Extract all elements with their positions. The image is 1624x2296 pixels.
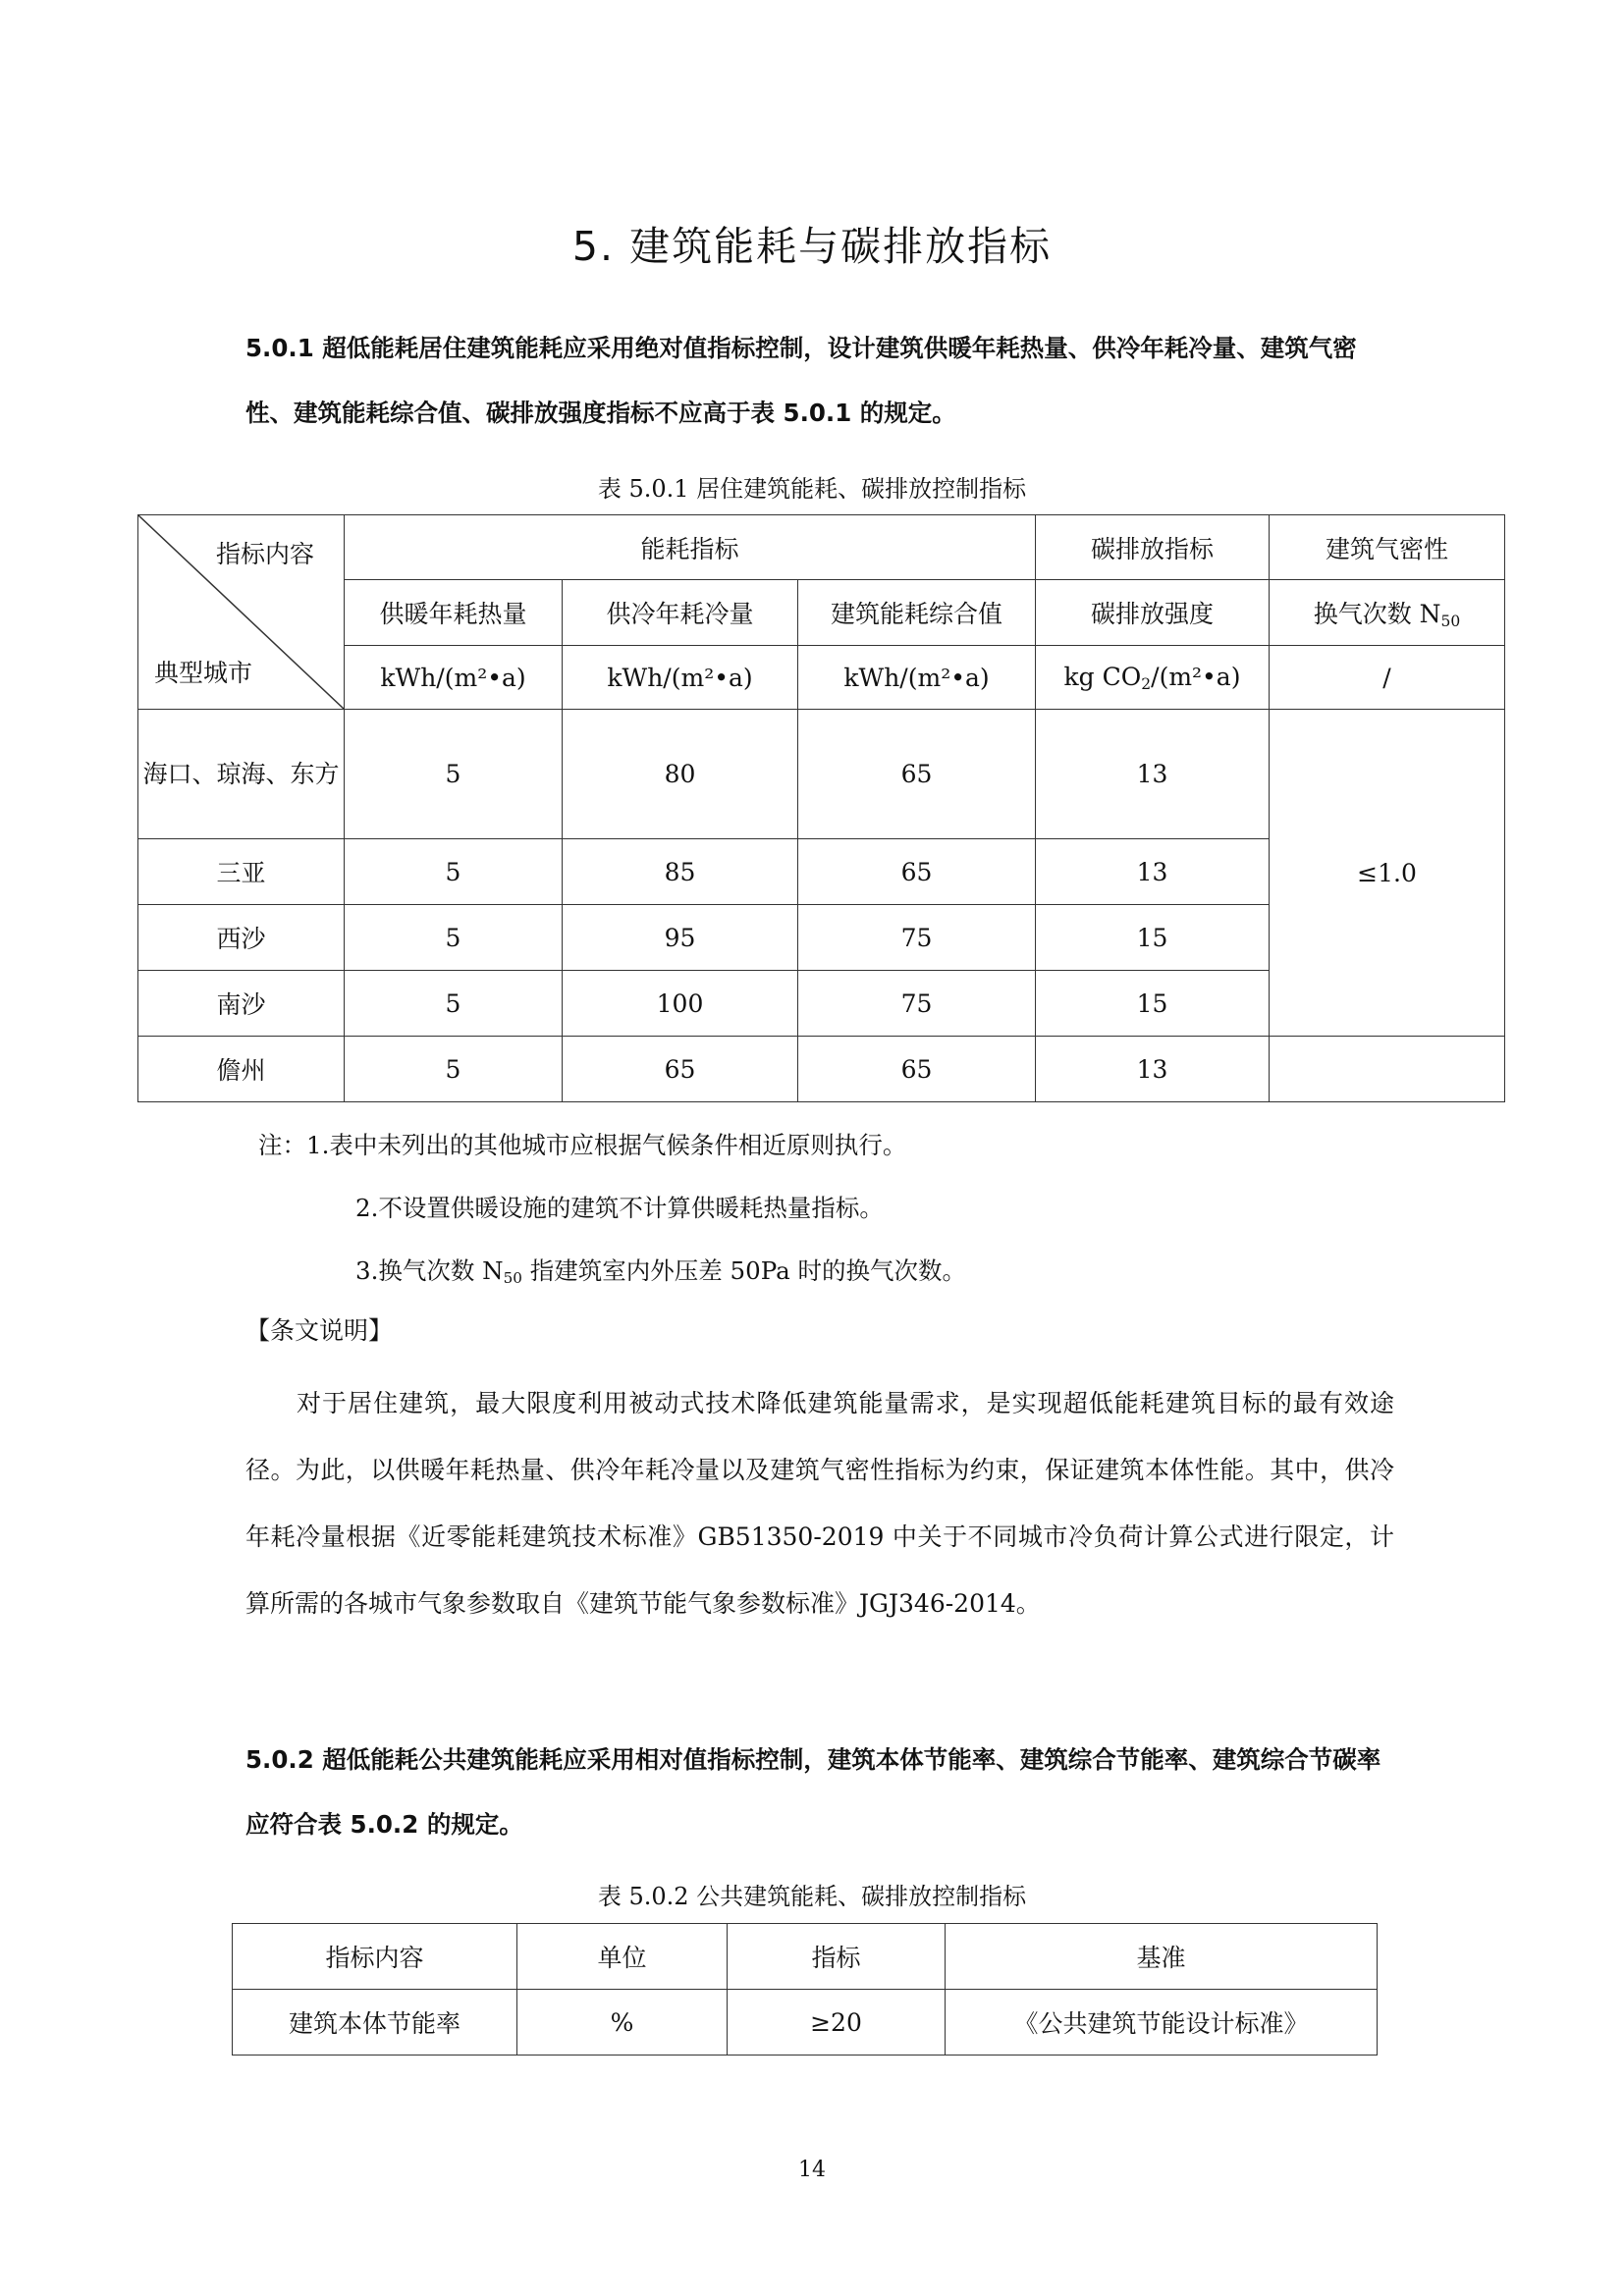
city-cell: 三亚 [138,839,345,905]
chapter-title: 5. 建筑能耗与碳排放指标 [571,223,1053,270]
unit-heating: kWh/(m²•a) [345,646,563,710]
table1-caption: 表 5.0.1 居住建筑能耗、碳排放控制指标 [597,475,1027,503]
table-row [138,710,1505,839]
carbon-value: 13 [1036,710,1270,839]
city-cell: 南沙 [138,971,345,1037]
table-row [233,1990,1378,2056]
unit-cell: % [517,1990,728,2056]
heating-value: 5 [345,905,563,971]
column-header-air-change: 换气次数 $N_{50}$ [1270,580,1505,646]
table2-caption: 表 5.0.2 公共建筑能耗、碳排放控制指标 [597,1883,1027,1910]
empty-cell [1270,1037,1505,1102]
unit-cooling: kWh/(m²•a) [563,646,798,710]
cooling-value: 65 [563,1037,798,1102]
table-note-1: 注：1.表中未列出的其他城市应根据气候条件相近原则执行。 [258,1131,907,1159]
diagonal-header-cell [138,515,345,710]
diagonal-header-bottom: 典型城市 [154,659,253,687]
heating-value: 5 [345,971,563,1037]
table-row [138,1037,1505,1102]
total-value: 65 [798,839,1036,905]
column-header-item: 指标内容 [233,1924,517,1990]
column-header-heating: 供暖年耗热量 [345,580,563,646]
city-cell: 海口、琼海、东方 [138,710,345,839]
group-header-airtightness: 建筑气密性 [1270,515,1505,580]
air-change-value: ≤1.0 [1270,710,1505,1037]
unit-carbon: kg $CO_2/(m^2•a)$ [1036,646,1270,710]
cooling-value: 100 [563,971,798,1037]
city-cell: 西沙 [138,905,345,971]
carbon-value: 13 [1036,1037,1270,1102]
table-note-2: 2.不设置供暖设施的建筑不计算供暖耗热量指标。 [355,1194,884,1222]
page-number: 14 [798,2158,826,2182]
carbon-value: 13 [1036,839,1270,905]
table-header-row [233,1924,1378,1990]
column-header-total: 建筑能耗综合值 [798,580,1036,646]
cooling-value: 80 [563,710,798,839]
diagonal-header-top: 指标内容 [215,540,314,568]
basis-cell: 《公共建筑节能设计标准》 [946,1990,1378,2056]
column-header-cooling: 供冷年耗冷量 [563,580,798,646]
group-header-energy: 能耗指标 [345,515,1036,580]
heating-value: 5 [345,1037,563,1102]
explanation-heading: 【条文说明】 [245,1316,394,1345]
clause-5-0-2: 5.0.2 超低能耗公共建筑能耗应采用相对值指标控制，建筑本体节能率、建筑综合节能率、建筑综合节碳率应符合表 5.0.2 的规定。 [245,1745,1381,1839]
total-value: 75 [798,905,1036,971]
carbon-value: 15 [1036,905,1270,971]
unit-air-change: / [1270,646,1505,710]
public-building-table [232,1923,1378,2056]
total-value: 65 [798,1037,1036,1102]
cooling-value: 85 [563,839,798,905]
total-value: 75 [798,971,1036,1037]
cooling-value: 95 [563,905,798,971]
column-header-basis: 基准 [946,1924,1378,1990]
residential-energy-table [137,514,1505,1102]
index-cell: ≥20 [728,1990,946,2056]
group-header-carbon: 碳排放指标 [1036,515,1270,580]
explanation-text: 对于居住建筑，最大限度利用被动式技术降低建筑能量需求，是实现超低能耗建筑目标的最有效途径。为此，以供暖年耗热量、供冷年耗冷量以及建筑气密性指标为约束，保证建筑本体性能。其中，供冷年耗冷量根据《近零能耗建筑技术标准》GB51350-2019 中关于不同城市冷负荷计算公式进行限定，计算所需的各城市气象参数取自《建筑节能气象参数标准》JGJ346-2014。 [245,1389,1394,1618]
city-cell: 儋州 [138,1037,345,1102]
clause-5-0-1: 5.0.1 超低能耗居住建筑能耗应采用绝对值指标控制，设计建筑供暖年耗热量、供冷年耗冷量、建筑气密性、建筑能耗综合值、碳排放强度指标不应高于表 5.0.1 的规定。 [245,334,1357,427]
heating-value: 5 [345,839,563,905]
table-note-3: 3.换气次数 $N_{50}$ 指建筑室内外压差 50Pa 时的换气次数。 [355,1256,966,1287]
unit-total: kWh/(m²•a) [798,646,1036,710]
item-cell: 建筑本体节能率 [233,1990,517,2056]
column-header-unit: 单位 [517,1924,728,1990]
column-header-carbon: 碳排放强度 [1036,580,1270,646]
column-header-index: 指标 [728,1924,946,1990]
heating-value: 5 [345,710,563,839]
carbon-value: 15 [1036,971,1270,1037]
total-value: 65 [798,710,1036,839]
